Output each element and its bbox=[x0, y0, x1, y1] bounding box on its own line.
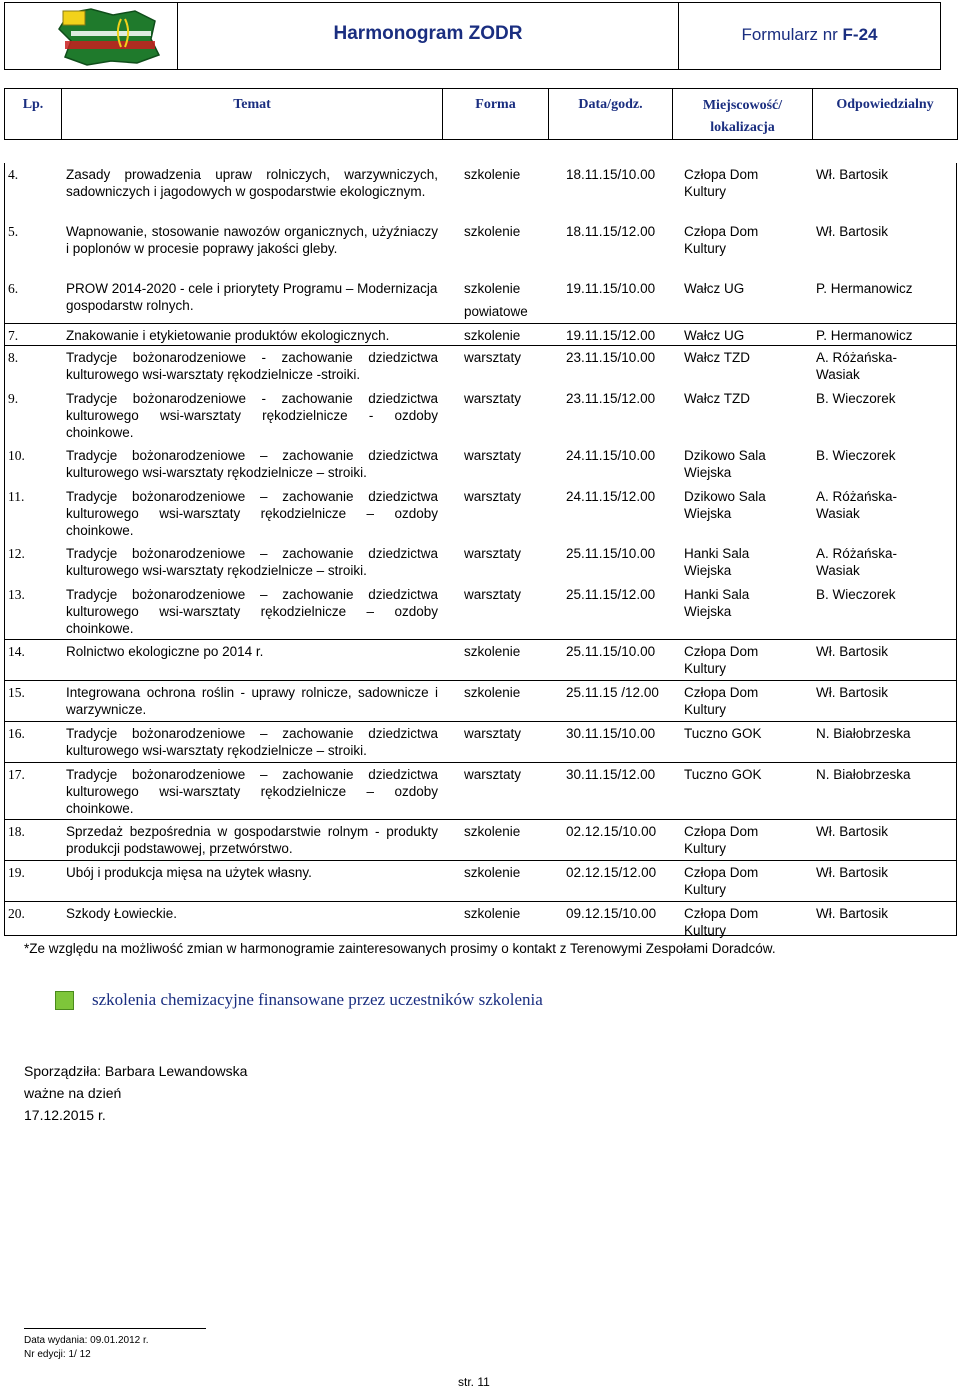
row-place: Dzikowo Sala Wiejska bbox=[684, 448, 766, 480]
row-responsible: B. Wieczorek bbox=[816, 448, 896, 463]
row-responsible: Wł. Bartosik bbox=[816, 644, 889, 659]
row-form: warsztaty bbox=[464, 448, 522, 463]
row-number: 16. bbox=[8, 726, 25, 741]
row-responsible: Wł. Bartosik bbox=[816, 906, 889, 921]
column-date: Data/godz. bbox=[549, 89, 673, 139]
table-row bbox=[4, 640, 956, 680]
footer-info bbox=[24, 1334, 149, 1362]
row-form: szkolenie bbox=[464, 865, 521, 880]
row-number: 14. bbox=[8, 644, 25, 659]
row-place: Człopa Dom Kultury bbox=[684, 906, 759, 938]
row-number: 7. bbox=[8, 328, 19, 343]
row-topic: Tradycje bożonarodzeniowe – zachowanie dziedzictwa kulturowego wsi-warsztaty rękodzielnicze – stroiki. bbox=[66, 546, 438, 578]
table-right-border bbox=[956, 163, 957, 935]
row-date: 24.11.15/12.00 bbox=[566, 489, 656, 504]
row-responsible: Wł. Bartosik bbox=[816, 865, 889, 880]
row-date: 30.11.15/10.00 bbox=[566, 726, 656, 741]
row-topic: Rolnictwo ekologiczne po 2014 r. bbox=[66, 644, 264, 659]
row-form: warsztaty bbox=[464, 726, 522, 741]
row-form: warsztaty bbox=[464, 546, 522, 561]
row-place: Wałcz TZD bbox=[684, 350, 750, 365]
row-topic: Tradycje bożonarodzeniowe – zachowanie dziedzictwa kulturowego wsi-warsztaty rękodzielnicze – ozdoby choinkowe. bbox=[66, 767, 438, 816]
row-place: Hanki Sala Wiejska bbox=[684, 587, 750, 619]
row-topic: Sprzedaż bezpośrednia w gospodarstwie rolnym - produkty produkcji podstawowej, przetwórstwo. bbox=[66, 824, 438, 856]
row-responsible: P. Hermanowicz bbox=[816, 281, 913, 296]
logo-cell bbox=[5, 3, 178, 69]
table-row bbox=[4, 902, 956, 938]
row-responsible: Wł. Bartosik bbox=[816, 685, 889, 700]
row-date: 30.11.15/12.00 bbox=[566, 767, 656, 782]
row-topic: Znakowanie i etykietowanie produktów ekologicznych. bbox=[66, 328, 390, 343]
zodr-logo-icon bbox=[51, 5, 171, 67]
row-topic: PROW 2014-2020 - cele i priorytety Programu – Modernizacja gospodarstw rolnych. bbox=[66, 281, 438, 313]
row-form: warsztaty bbox=[464, 391, 522, 406]
contact-note: *Ze względu na możliwość zmian w harmonogramie zainteresowanych prosimy o kontakt z Terenowymi Zespołami Doradców. bbox=[24, 941, 776, 956]
table-row bbox=[4, 542, 956, 582]
row-number: 19. bbox=[8, 865, 25, 880]
legend-text: szkolenia chemizacyjne finansowane przez uczestników szkolenia bbox=[92, 990, 543, 1009]
row-form: szkolenie bbox=[464, 824, 521, 839]
row-date: 18.11.15/12.00 bbox=[566, 224, 656, 239]
row-number: 17. bbox=[8, 767, 25, 782]
table-row bbox=[4, 163, 956, 219]
row-form: warsztaty bbox=[464, 350, 522, 365]
form-number-cell bbox=[679, 3, 940, 69]
table-row bbox=[4, 820, 956, 860]
page-number: str. 11 bbox=[458, 1375, 490, 1389]
document-title: Harmonogram ZODR bbox=[333, 23, 523, 44]
table-row bbox=[4, 681, 956, 721]
row-topic: Ubój i produkcja mięsa na użytek własny. bbox=[66, 865, 312, 880]
prepared-by: Sporządziła: Barbara Lewandowska bbox=[24, 1063, 248, 1079]
row-topic: Tradycje bożonarodzeniowe - zachowanie dziedzictwa kulturowego wsi-warsztaty rękodzielnicze - ozdoby choinkowe. bbox=[66, 391, 438, 440]
row-responsible: Wł. Bartosik bbox=[816, 824, 889, 839]
row-number: 6. bbox=[8, 281, 19, 296]
column-topic: Temat bbox=[62, 89, 443, 139]
row-responsible: N. Białobrzeska bbox=[816, 767, 911, 782]
row-responsible: Wł. Bartosik bbox=[816, 167, 889, 182]
row-number: 4. bbox=[8, 167, 19, 182]
row-date: 02.12.15/12.00 bbox=[566, 865, 657, 880]
row-form: szkolenie bbox=[464, 167, 521, 182]
row-number: 8. bbox=[8, 350, 19, 365]
row-date: 24.11.15/10.00 bbox=[566, 448, 656, 463]
row-place: Wałcz TZD bbox=[684, 391, 750, 406]
table-row bbox=[4, 583, 956, 639]
row-date: 09.12.15/10.00 bbox=[566, 906, 657, 921]
row-form: szkolenie bbox=[464, 328, 521, 343]
row-number: 5. bbox=[8, 224, 19, 239]
table-row bbox=[4, 763, 956, 819]
row-topic: Zasady prowadzenia upraw rolniczych, warzywniczych, sadowniczych i jagodowych w gospodarstwie ekologicznym. bbox=[66, 167, 438, 199]
table-row bbox=[4, 346, 956, 386]
row-form: warsztaty bbox=[464, 489, 522, 504]
row-date: 25.11.15 /12.00 bbox=[566, 685, 659, 700]
row-date: 19.11.15/12.00 bbox=[566, 328, 656, 343]
row-responsible: A. Różańska-Wasiak bbox=[816, 350, 898, 382]
row-responsible: A. Różańska-Wasiak bbox=[816, 546, 898, 578]
row-place: Człopa Dom Kultury bbox=[684, 685, 759, 717]
legend-swatch bbox=[55, 991, 74, 1010]
column-form: Forma bbox=[443, 89, 549, 139]
row-topic: Integrowana ochrona roślin - uprawy rolnicze, sadownicze i warzywnicze. bbox=[66, 685, 438, 717]
row-place: Człopa Dom Kultury bbox=[684, 824, 759, 856]
row-form: szkolenie bbox=[464, 906, 521, 921]
form-number-prefix: Formularz nr bbox=[741, 25, 843, 44]
row-place: Tuczno GOK bbox=[684, 767, 762, 782]
row-topic: Szkody Łowieckie. bbox=[66, 906, 178, 921]
issue-date: Data wydania: 09.01.2012 r. bbox=[24, 1335, 149, 1346]
prepared-by-block bbox=[24, 1060, 247, 1126]
footer-divider bbox=[24, 1328, 206, 1329]
row-topic: Tradycje bożonarodzeniowe – zachowanie dziedzictwa kulturowego wsi-warsztaty rękodzielnicze – ozdoby choinkowe. bbox=[66, 587, 438, 636]
column-place-line1: Miejscowość/ bbox=[702, 98, 783, 113]
row-place: Wałcz UG bbox=[684, 328, 745, 343]
column-lp: Lp. bbox=[5, 89, 62, 139]
row-place: Wałcz UG bbox=[684, 281, 745, 296]
row-responsible: N. Białobrzeska bbox=[816, 726, 911, 741]
row-date: 23.11.15/12.00 bbox=[566, 391, 656, 406]
edition-number: Nr edycji: 1/ 12 bbox=[24, 1349, 91, 1360]
row-place: Człopa Dom Kultury bbox=[684, 865, 759, 897]
row-form: szkolenie bbox=[464, 644, 521, 659]
row-form: szkolenie bbox=[464, 224, 521, 239]
valid-date: 17.12.2015 r. bbox=[24, 1107, 106, 1123]
row-place: Człopa Dom Kultury bbox=[684, 224, 759, 256]
table-bottom-border bbox=[4, 935, 957, 936]
row-responsible: A. Różańska-Wasiak bbox=[816, 489, 898, 521]
row-number: 12. bbox=[8, 546, 25, 561]
row-date: 02.12.15/10.00 bbox=[566, 824, 657, 839]
table-row bbox=[4, 861, 956, 901]
row-responsible: P. Hermanowicz bbox=[816, 328, 913, 343]
table-row bbox=[4, 485, 956, 541]
row-number: 13. bbox=[8, 587, 25, 602]
table-header bbox=[4, 88, 958, 140]
table-row bbox=[4, 722, 956, 762]
table-row bbox=[4, 220, 956, 276]
row-topic: Tradycje bożonarodzeniowe – zachowanie dziedzictwa kulturowego wsi-warsztaty rękodzielnicze – stroiki. bbox=[66, 726, 438, 758]
column-place bbox=[673, 89, 813, 139]
row-number: 15. bbox=[8, 685, 25, 700]
row-number: 18. bbox=[8, 824, 25, 839]
row-number: 20. bbox=[8, 906, 25, 921]
column-place-line2: lokalizacja bbox=[710, 120, 775, 135]
row-place: Hanki Sala Wiejska bbox=[684, 546, 750, 578]
table-row bbox=[4, 277, 956, 323]
title-cell bbox=[178, 3, 679, 69]
table-row bbox=[4, 324, 956, 345]
table-row bbox=[4, 444, 956, 484]
row-date: 19.11.15/10.00 bbox=[566, 281, 656, 296]
form-number-value: F-24 bbox=[842, 25, 878, 44]
row-responsible: Wł. Bartosik bbox=[816, 224, 889, 239]
row-responsible: B. Wieczorek bbox=[816, 587, 896, 602]
row-date: 25.11.15/10.00 bbox=[566, 546, 656, 561]
row-date: 25.11.15/12.00 bbox=[566, 587, 656, 602]
row-topic: Tradycje bożonarodzeniowe - zachowanie dziedzictwa kulturowego wsi-warsztaty rękodzielnicze -stroiki. bbox=[66, 350, 438, 382]
row-form: warsztaty bbox=[464, 587, 522, 602]
row-date: 18.11.15/10.00 bbox=[566, 167, 656, 182]
document-header bbox=[4, 2, 941, 70]
row-form: warsztaty bbox=[464, 767, 522, 782]
row-place: Człopa Dom Kultury bbox=[684, 167, 759, 199]
row-number: 11. bbox=[8, 489, 25, 504]
form-number bbox=[679, 25, 940, 45]
table-row bbox=[4, 387, 956, 443]
row-number: 10. bbox=[8, 448, 25, 463]
row-date: 23.11.15/10.00 bbox=[566, 350, 656, 365]
row-place: Tuczno GOK bbox=[684, 726, 762, 741]
valid-label: ważne na dzień bbox=[24, 1085, 122, 1101]
row-form: szkolenie powiatowe bbox=[464, 281, 528, 319]
row-number: 9. bbox=[8, 391, 19, 406]
row-place: Dzikowo Sala Wiejska bbox=[684, 489, 766, 521]
row-topic: Tradycje bożonarodzeniowe – zachowanie dziedzictwa kulturowego wsi-warsztaty rękodzielnicze – ozdoby choinkowe. bbox=[66, 489, 438, 538]
row-topic: Tradycje bożonarodzeniowe – zachowanie dziedzictwa kulturowego wsi-warsztaty rękodzielnicze – stroiki. bbox=[66, 448, 438, 480]
row-topic: Wapnowanie, stosowanie nawozów organicznych, użyźniaczy i poplonów w procesie poprawy jakości gleby. bbox=[66, 224, 438, 256]
row-responsible: B. Wieczorek bbox=[816, 391, 896, 406]
row-place: Człopa Dom Kultury bbox=[684, 644, 759, 676]
column-responsible: Odpowiedzialny bbox=[836, 97, 934, 112]
row-form: szkolenie bbox=[464, 685, 521, 700]
row-date: 25.11.15/10.00 bbox=[566, 644, 656, 659]
